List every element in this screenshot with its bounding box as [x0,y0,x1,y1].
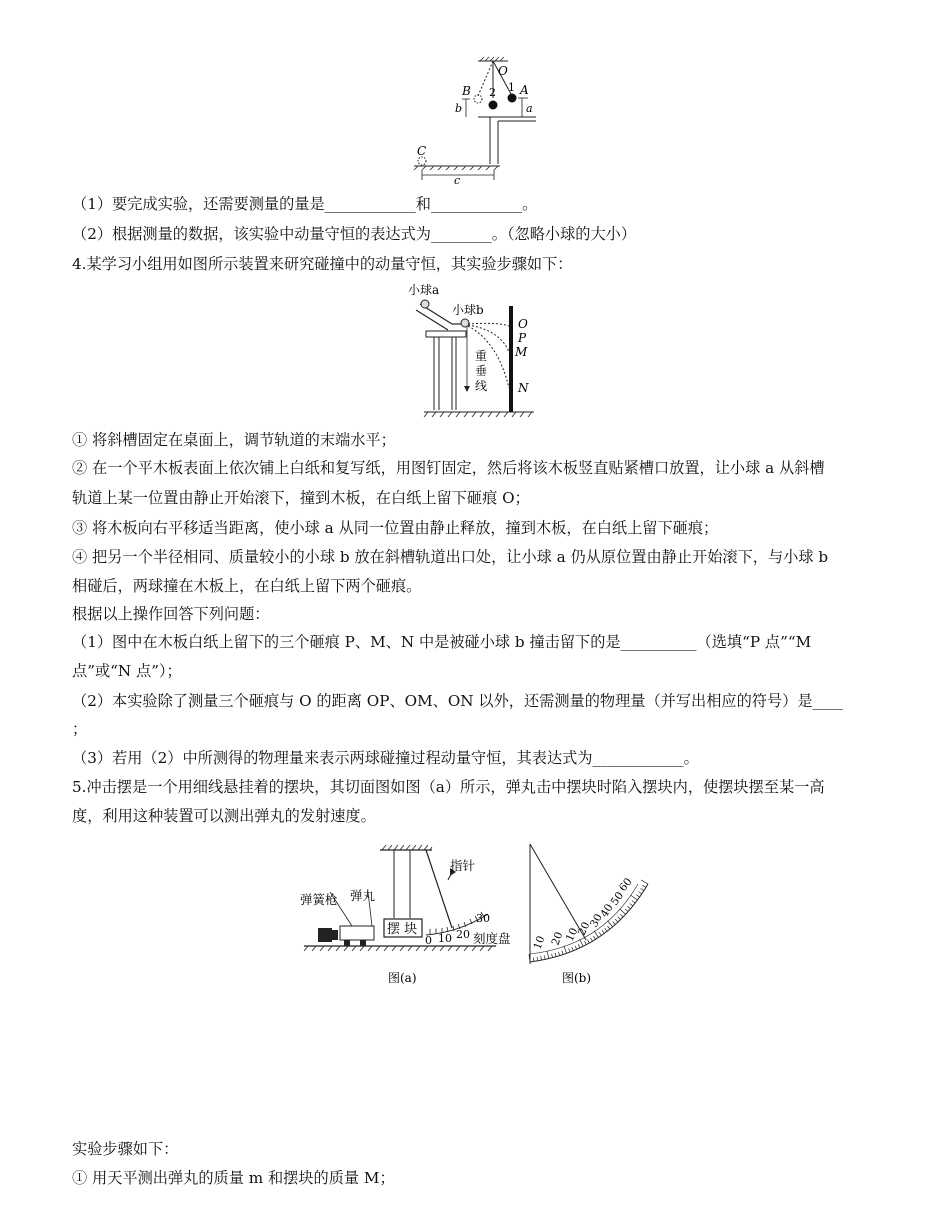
figb-tick-50: 50 [608,889,627,908]
q5-stem-line2: 度，利用这种装置可以测出弹丸的发射速度。 [72,807,376,825]
figa-tick-0: 0 [425,934,432,947]
dial-tick [575,946,577,950]
dial-tick [627,906,630,909]
figa-tick-10: 10 [438,932,452,945]
q4-step4-line2: 相碰后，两球撞在木板上，在白纸上留下两个砸痕。 [72,577,422,595]
q4-step4-line1: ④ 把另一个半径相同、质量较小的小球 b 放在斜槽轨道出口处，让小球 a 仍从原位置由静止开始滚下，与小球 b [72,548,829,566]
fig2-label-plumb-3: 线 [475,379,488,393]
q4-part2-line2: ； [72,720,88,738]
q4-stem: 4.某学习小组用如图所示装置来研究碰撞中的动量守恒，其实验步骤如下： [72,255,573,273]
dial-tick [638,892,641,894]
fig1-label-c: c [454,174,461,186]
dial-tick [541,956,542,960]
fig2-label-O: O [518,317,528,331]
fig2-label-ball-b: 小球b [452,303,484,317]
dial-tick [552,954,553,958]
dial-tick [607,921,612,927]
dial-tick [547,951,549,959]
dial-tick [584,941,586,945]
dial-tick [562,951,563,955]
fig1-label-b: b [455,102,463,115]
q5-steps-title: 实验步骤如下： [72,1140,179,1158]
dial-tick [590,938,592,941]
figb-tick-20a: 20 [549,930,566,948]
figure-collision-apparatus [408,280,538,420]
dial-tick [607,926,610,929]
figa-label-bullet: 弹丸 [350,888,376,903]
dial-tick [564,946,567,954]
figa-label-dial: 刻度盘 [473,931,511,946]
fig2-label-ball-a: 小球a [408,283,440,297]
q3-part2: （2）根据测量的数据，该实验中动量守恒的表达式为________。（忽略小球的大小） [72,225,637,243]
fig1-label-A: A [520,83,529,97]
dial-tick [578,944,580,948]
dial-tick [620,909,626,914]
dial-tick [618,917,621,920]
fig2-label-N: N [518,381,529,395]
dial-tick [533,958,534,962]
q5-stem-line1: 5.冲击摆是一个用细线悬挂着的摆块，其切面图如图（a）所示，弹丸击中摆块时陷入摆块内，使摆块摆至某一高 [72,778,825,796]
dial-tick [630,904,633,907]
dial-tick [641,888,644,890]
dial-tick [636,895,639,897]
dial-tick [559,952,560,956]
dial-tick [580,939,584,946]
dial-tick [544,956,545,960]
figa-label-gun: 弹簧枪 [300,892,338,907]
q4-part2-line1: （2）本实验除了测量三个砸痕与 O 的距离 OP、OM、ON 以外，还需测量的物理量（并写出相应的符号）是____ [72,692,843,710]
figb-caption: 图(b) [562,971,592,985]
fig1-label-2: 2 [489,86,496,99]
dial-tick [602,930,604,933]
figb-tick-60: 60 [616,875,635,894]
fig1-label-C: C [417,144,427,158]
dial-tick [620,914,623,917]
figa-label-pointer: 指针 [450,858,476,873]
figure-ballistic-pendulum-a [300,840,522,990]
dial-tick [587,940,589,943]
dial-tick [537,957,538,961]
figb-tick-10: 10 [563,926,581,944]
dial-tick [555,953,556,957]
fig2-label-P: P [518,331,527,345]
fig1-label-1: 1 [508,81,515,94]
figure-ballistic-pendulum-b [518,840,658,990]
q5-step1: ① 用天平测出弹丸的质量 m 和摆块的质量 M； [72,1169,395,1187]
fig2-label-plumb-2: 垂 [475,364,488,378]
dial-tick [605,928,607,931]
figb-tick-10a: 10 [531,934,548,952]
fig1-label-a: a [526,102,533,115]
fig1-label-O: O [498,64,508,78]
fig2-label-plumb-1: 重 [475,349,488,363]
q4-step2-line2: 轨道上某一位置由静止开始滚下，撞到木板，在白纸上留下砸痕 O； [72,489,530,507]
figa-tick-20: 20 [456,928,470,941]
dial-tick [615,919,618,922]
fig1-label-B: B [462,84,471,98]
dial-tick [625,909,628,912]
q3-part1: （1）要完成实验，还需要测量的量是____________和____________。 [72,195,538,213]
dial-tick [599,932,601,935]
dial-tick [572,947,574,951]
q4-part1-line2: 点”或“N 点”）； [72,662,182,680]
dial-tick [593,936,595,939]
figb-tick-40: 40 [598,901,616,920]
q4-questions-intro: 根据以上操作回答下列问题： [72,605,270,623]
figure-pendulum-collision [412,56,542,186]
figb-tick-20: 20 [575,920,593,938]
dial-tick [613,922,616,925]
dial-tick [632,901,635,903]
q4-step2-line1: ② 在一个平木板表面上依次铺上白纸和复写纸，用图钉固定，然后将该木板竖直贴紧槽口放置，让小球 a 从斜槽 [72,459,825,477]
figa-caption: 图(a) [388,971,417,985]
q4-part3: （3）若用（2）中所测得的物理量来表示两球碰撞过程动量守恒，其表达式为____________。 [72,749,699,767]
dial-tick [643,885,646,887]
dial-tick [594,931,598,938]
q4-part1-line1: （1）图中在木板白纸上留下的三个砸痕 P、M、N 中是被碰小球 b 撞击留下的是__________（选填“P 点”“M [72,633,812,651]
q4-step3: ③ 将木板向右平移适当距离，使小球 a 从同一位置由静止释放，撞到木板，在白纸上留下砸痕； [72,519,719,537]
figb-tick-30: 30 [588,911,605,930]
dial-tick [631,895,637,900]
q4-step1: ① 将斜槽固定在桌面上，调节轨道的末端水平； [72,431,396,449]
dial-tick [569,948,570,952]
figa-label-block: 摆 块 [387,922,418,937]
fig2-label-M: M [515,345,528,359]
figa-tick-30: 30 [476,912,490,925]
dial-tick [641,880,648,884]
